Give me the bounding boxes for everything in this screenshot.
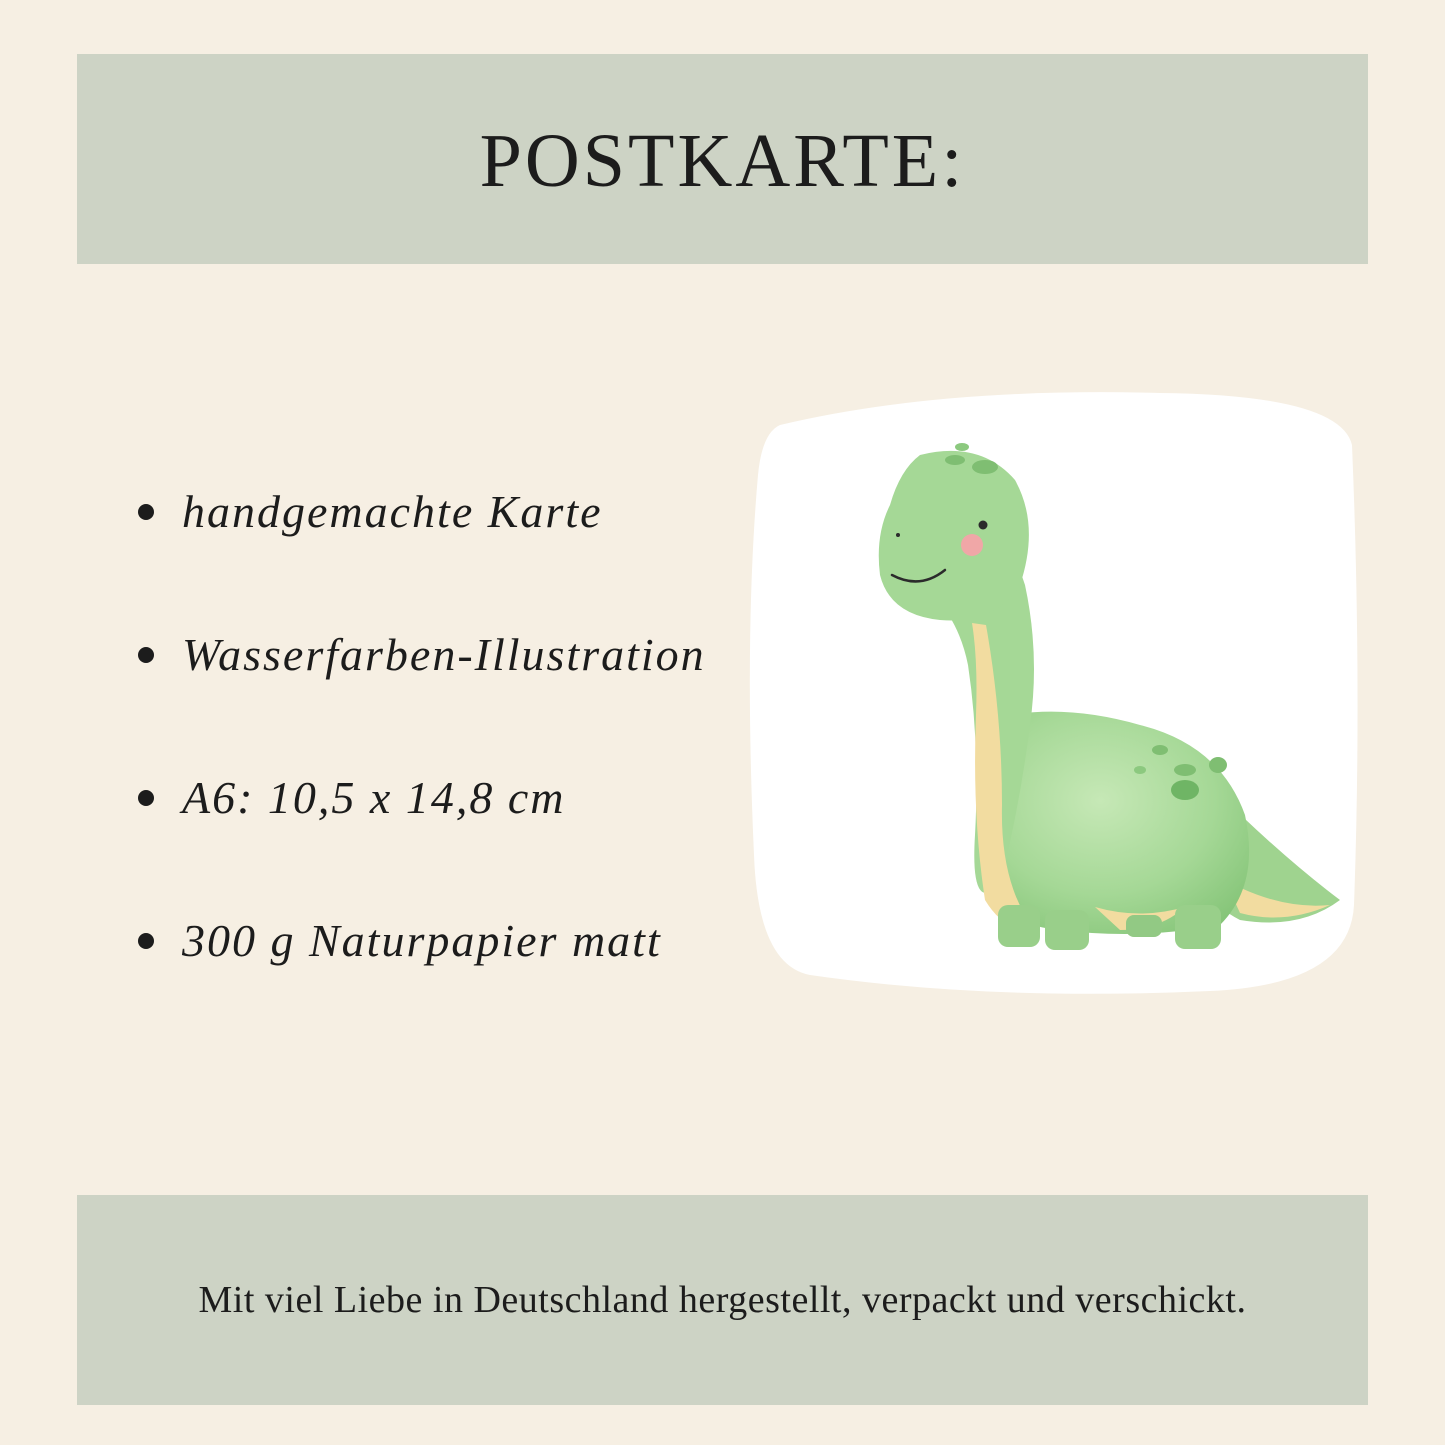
feature-text: Wasserfarben-Illustration [182,629,706,680]
dinosaur-illustration [740,385,1370,1005]
list-item [138,583,706,726]
bullet-icon [138,790,154,806]
feature-text: handgemachte Karte [182,486,603,537]
page-title: POSTKARTE: [479,118,966,203]
list-item [138,726,706,869]
bullet-icon [138,933,154,949]
bullet-icon [138,504,154,520]
footer-text: Mit viel Liebe in Deutschland hergestellt, verpackt und verschickt. [198,1279,1247,1321]
list-item [138,440,706,583]
list-item [138,869,706,1012]
feature-list [138,440,706,1012]
feature-text: 300 g Naturpapier matt [182,915,662,966]
bullet-icon [138,647,154,663]
header-banner [77,54,1368,264]
feature-text: A6: 10,5 x 14,8 cm [182,772,566,823]
footer-banner [77,1195,1368,1405]
dinosaur-icon [740,385,1370,1005]
